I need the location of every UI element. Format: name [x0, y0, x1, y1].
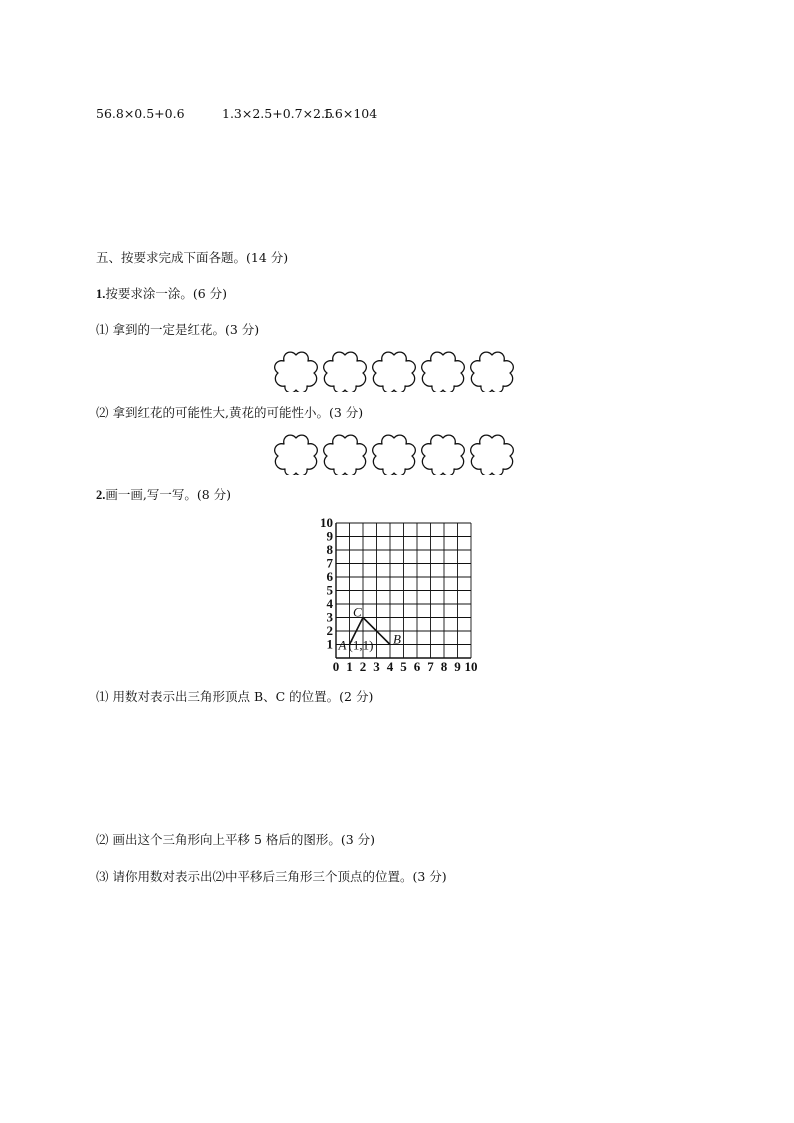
y-tick-label: 6 [326, 569, 333, 584]
point-a-coordinate: (1,1) [348, 637, 374, 653]
coordinate-grid [314, 518, 484, 678]
flower-row-2 [272, 433, 522, 475]
flower-outline-icon[interactable] [419, 350, 467, 392]
x-tick-label: 5 [400, 659, 407, 674]
flower-outline-icon[interactable] [272, 350, 320, 392]
calc-expression-1: 56.8×0.5+0.6 [96, 106, 185, 121]
question-1-sub-1: ⑴ 拿到的一定是红花。(3 分) [96, 322, 260, 337]
y-tick-label: 9 [326, 528, 333, 544]
x-tick-label: 9 [454, 659, 461, 674]
x-tick-label: 8 [440, 659, 448, 674]
flower-outline-icon[interactable] [272, 433, 320, 475]
question-2-text: 画一画,写一写。(8 分) [105, 487, 232, 502]
flower-outline-icon[interactable] [370, 433, 418, 475]
question-2-sub-2: ⑵ 画出这个三角形向上平移 5 格后的图形。(3 分) [96, 832, 376, 847]
x-tick-label: 0 [332, 659, 340, 674]
coordinate-grid-svg [314, 518, 484, 678]
x-axis-ticks [333, 659, 478, 674]
calc-expression-2: 1.3×2.5+0.7×2.5 [222, 106, 333, 121]
flower-row-1 [272, 350, 522, 392]
y-tick-label: 4 [326, 596, 333, 611]
flower-outline-icon[interactable] [321, 433, 369, 475]
x-tick-label: 7 [427, 659, 434, 674]
calc-expression-3: 1.6×104 [323, 106, 378, 121]
question-2 [96, 487, 231, 503]
point-c-label: C [353, 604, 362, 620]
x-tick-label: 2 [359, 659, 367, 674]
flower-outline-icon[interactable] [321, 350, 369, 392]
flower-outline-icon[interactable] [370, 350, 418, 392]
section-title: 五、按要求完成下面各题。(14 分) [96, 250, 289, 265]
y-tick-label: 3 [326, 609, 333, 625]
y-tick-label: 1 [326, 636, 333, 652]
flower-outline-icon[interactable] [419, 433, 467, 475]
x-tick-label: 1 [346, 659, 353, 674]
y-tick-label: 7 [326, 555, 333, 571]
y-tick-label: 10 [320, 518, 333, 530]
y-axis-ticks [320, 518, 334, 652]
x-tick-label: 6 [413, 659, 421, 674]
x-tick-label: 10 [464, 659, 478, 674]
y-tick-label: 2 [326, 623, 333, 638]
question-1 [96, 286, 227, 302]
y-tick-label: 5 [326, 582, 333, 598]
flower-outline-icon[interactable] [468, 350, 516, 392]
question-1-number: 1. [96, 287, 106, 301]
question-2-sub-3: ⑶ 请你用数对表示出⑵中平移后三角形三个顶点的位置。(3 分) [96, 869, 447, 884]
point-b-label: B [393, 631, 401, 647]
question-2-number: 2. [96, 488, 106, 502]
flower-outline-icon[interactable] [468, 433, 516, 475]
question-1-sub-2: ⑵ 拿到红花的可能性大,黄花的可能性小。(3 分) [96, 405, 364, 420]
y-tick-label: 8 [326, 542, 333, 557]
question-1-text: 按要求涂一涂。(6 分) [105, 286, 228, 301]
question-2-sub-1: ⑴ 用数对表示出三角形顶点 B、C 的位置。(2 分) [96, 689, 374, 704]
point-a-label: A [338, 637, 347, 653]
x-tick-label: 4 [386, 659, 394, 674]
x-tick-label: 3 [373, 659, 380, 674]
